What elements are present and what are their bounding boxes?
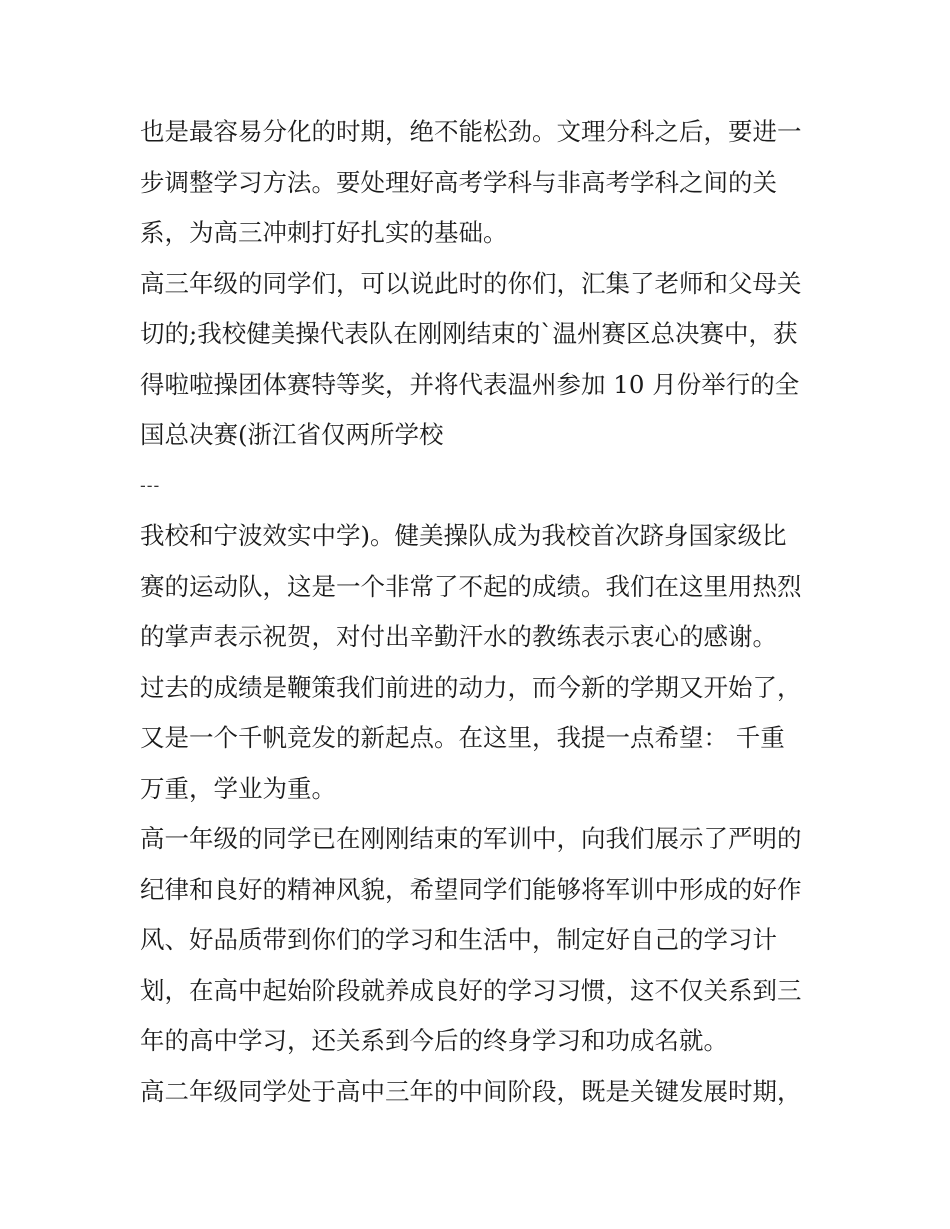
text-line: 的掌声表示祝贺，对付出辛勤汗水的教练表示衷心的感谢。 bbox=[140, 622, 777, 651]
text-line: 赛的运动队，这是一个非常了不起的成绩。我们在这里用热烈 bbox=[140, 571, 802, 601]
section-separator: --- bbox=[140, 475, 161, 495]
text-line: 划，在高中起始阶段就养成良好的学习习惯，这不仅关系到三 bbox=[140, 975, 802, 1005]
text-line: 万重，学业为重。 bbox=[140, 773, 336, 803]
text-line: 过去的成绩是鞭策我们前进的动力，而今新的学期又开始了， bbox=[140, 672, 802, 702]
text-line: 高三年级的同学们，可以说此时的你们，汇集了老师和父母关 bbox=[140, 268, 802, 298]
text-line: 年的高中学习，还关系到今后的终身学习和功成名就。 bbox=[140, 1026, 728, 1055]
text-line: 又是一个千帆竞发的新起点。在这里，我提一点希望： 千重 bbox=[140, 723, 785, 752]
text-line: 系，为高三冲刺打好扎实的基础。 bbox=[140, 218, 508, 247]
text-line: 步调整学习方法。要处理好高考学科与非高考学科之间的关 bbox=[140, 167, 777, 197]
text-line: 也是最容易分化的时期，绝不能松劲。文理分科之后，要进一 bbox=[140, 117, 802, 146]
text-line: 风、好品质带到你们的学习和生活中，制定好自己的学习计 bbox=[140, 925, 777, 954]
text-line: 高二年级同学处于高中三年的中间阶段，既是关键发展时期， bbox=[140, 1076, 802, 1106]
text-line: 切的;我校健美操代表队在刚刚结束的`温州赛区总决赛中，获 bbox=[140, 319, 798, 348]
text-line: 国总决赛(浙江省仅两所学校 bbox=[140, 420, 444, 449]
text-line: 高一年级的同学已在刚刚结束的军训中，向我们展示了严明的 bbox=[140, 824, 802, 853]
text-line: 纪律和良好的精神风貌，希望同学们能够将军训中形成的好作 bbox=[140, 874, 802, 904]
text-line: 得啦啦操团体赛特等奖，并将代表温州参加 10 月份举行的全 bbox=[140, 369, 800, 399]
document-body bbox=[140, 107, 820, 1117]
text-line: 我校和宁波效实中学)。健美操队成为我校首次跻身国家级比 bbox=[140, 521, 787, 550]
